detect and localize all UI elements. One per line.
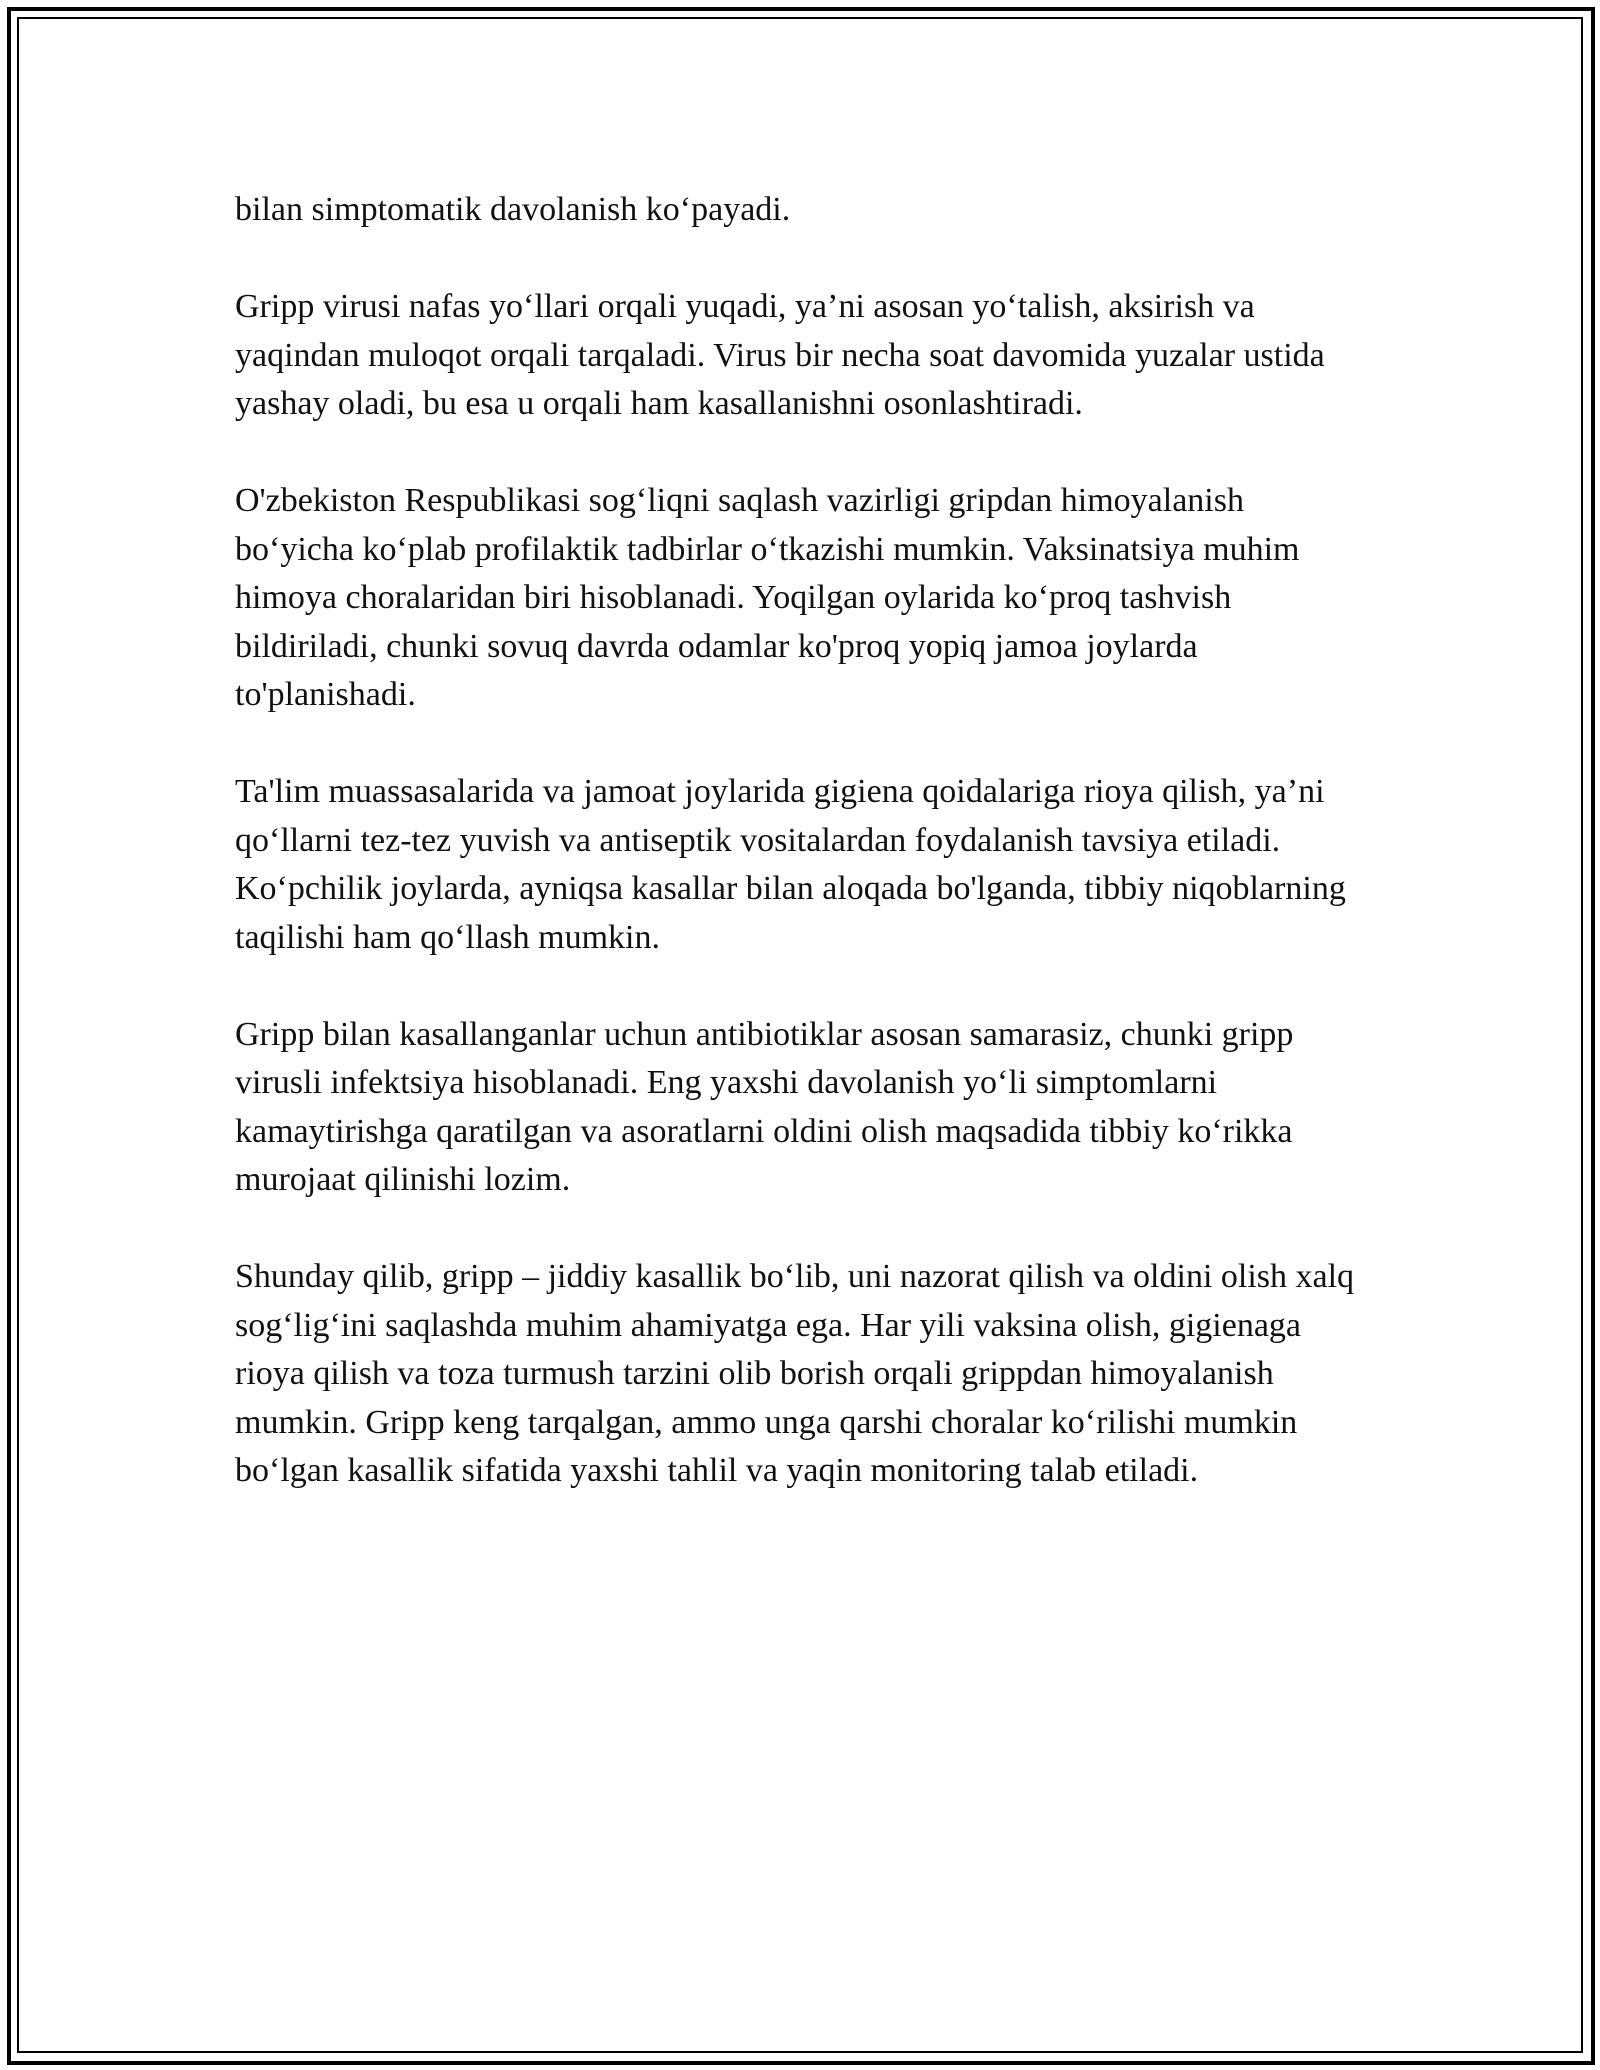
paragraph-1: bilan simptomatik davolanish ko‘payadi. [235,191,791,228]
paragraph-3: O'zbekiston Respublikasi sog‘liqni saqlash vazirligi gripdan himoyalanish bo‘yicha ko‘plab profilaktik tadbirlar o‘tkazishi mumkin. Vaksinatsiya muhim himoya choralaridan biri hisoblanadi. Yoqilgan oylarida ko‘proq tashvish bildiriladi, chunki sovuq davrda odamlar ko'proq yopiq jamoa joylarda to'planishadi. [235,482,1300,713]
document-body [235,186,1355,1544]
paragraph-4: Ta'lim muassasalarida va jamoat joylarida gigiena qoidalariga rioya qilish, ya’ni qo‘llarni tez-tez yuvish va antiseptik vositalardan foydalanish tavsiya etiladi. Ko‘pchilik joylarda, ayniqsa kasallar bilan aloqada bo'lganda, tibbiy niqoblarning taqilishi ham qo‘llash mumkin. [235,773,1346,956]
paragraph-2: Gripp virusi nafas yo‘llari orqali yuqadi, ya’ni asosan yo‘talish, aksirish va yaqindan muloqot orqali tarqaladi. Virus bir necha soat davomida yuzalar ustida yashay oladi, bu esa u orqali ham kasallanishni osonlashtiradi. [235,288,1325,422]
paragraph-6: Shunday qilib, gripp – jiddiy kasallik bo‘lib, uni nazorat qilish va oldini olish xalq sog‘lig‘ini saqlashda muhim ahamiyatga ega. Har yili vaksina olish, gigienaga rioya qilish va toza turmush tarzini olib borish orqali grippdan himoyalanish mumkin. Gripp keng tarqalgan, ammo unga qarshi choralar ko‘rilishi mumkin bo‘lgan kasallik sifatida yaxshi tahlil va yaqin monitoring talab etiladi. [235,1258,1355,1489]
paragraph-5: Gripp bilan kasallanganlar uchun antibiotiklar asosan samarasiz, chunki gripp virusli infektsiya hisoblanadi. Eng yaxshi davolanish yo‘li simptomlarni kamaytirishga qaratilgan va asoratlarni oldini olish maqsadida tibbiy ko‘rikka murojaat qilinishi lozim. [235,1015,1294,1198]
